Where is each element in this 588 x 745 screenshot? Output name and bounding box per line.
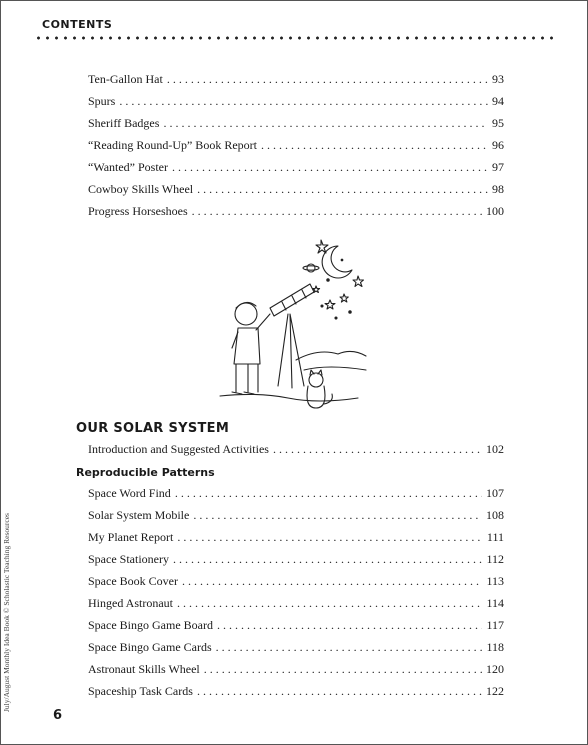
dot-leader — [217, 618, 482, 633]
toc-row[interactable] — [88, 94, 504, 116]
dot-leader — [167, 72, 488, 87]
toc-page: 94 — [492, 94, 504, 108]
toc-row[interactable] — [88, 442, 504, 464]
toc-title: Cowboy Skills Wheel — [88, 182, 194, 196]
toc-row[interactable] — [88, 684, 504, 706]
toc-page: 108 — [486, 508, 504, 522]
toc-row[interactable] — [88, 116, 504, 138]
toc-row[interactable] — [88, 662, 504, 684]
dot-leader — [177, 596, 482, 611]
telescope-icon — [270, 284, 314, 316]
toc-title: Ten-Gallon Hat — [88, 72, 163, 86]
dot-leader — [177, 530, 483, 545]
toc-title: Astronaut Skills Wheel — [88, 662, 200, 676]
dot-leader — [193, 508, 482, 523]
toc-page: 111 — [486, 530, 504, 544]
toc-row[interactable] — [88, 204, 504, 226]
toc-page: 98 — [492, 182, 504, 196]
toc-page: 117 — [486, 618, 504, 632]
dot-leader — [204, 662, 482, 677]
dotted-rule — [34, 36, 556, 40]
dot-leader — [163, 116, 488, 131]
page-header: CONTENTS — [42, 18, 113, 31]
toc-page: 118 — [486, 640, 504, 654]
toc-title: Spurs — [88, 94, 116, 108]
star-icon — [340, 294, 348, 302]
toc-row[interactable] — [88, 574, 504, 596]
toc-title: Solar System Mobile — [88, 508, 190, 522]
toc-row[interactable] — [88, 530, 504, 552]
toc-page: 95 — [492, 116, 504, 130]
toc-page: 113 — [486, 574, 504, 588]
toc-title: Space Word Find — [88, 486, 171, 500]
toc-row[interactable] — [88, 618, 504, 640]
toc-row[interactable] — [88, 182, 504, 204]
toc-row[interactable] — [88, 138, 504, 160]
subheading: Reproducible Patterns — [76, 466, 215, 479]
star-icon — [353, 276, 364, 287]
dot-leader — [216, 640, 483, 655]
toc-title: Introduction and Suggested Activities — [88, 442, 269, 456]
dot-leader — [197, 684, 482, 699]
moon-icon — [322, 246, 352, 278]
toc-page: 107 — [486, 486, 504, 500]
toc-title: Space Stationery — [88, 552, 169, 566]
toc-intro — [88, 442, 504, 464]
toc-page: 102 — [486, 442, 504, 456]
dot-leader — [261, 138, 488, 153]
toc-page: 97 — [492, 160, 504, 174]
toc-title: Spaceship Task Cards — [88, 684, 193, 698]
toc-title: “Wanted” Poster — [88, 160, 169, 174]
toc-row[interactable] — [88, 640, 504, 662]
toc-top — [88, 72, 504, 226]
dot-leader — [192, 204, 482, 219]
toc-row[interactable] — [88, 486, 504, 508]
page-number: 6 — [53, 708, 63, 723]
toc-row[interactable] — [88, 508, 504, 530]
toc-row[interactable] — [88, 160, 504, 182]
cat-icon — [309, 373, 323, 387]
dot-leader — [173, 552, 482, 567]
toc-title: Space Bingo Game Board — [88, 618, 213, 632]
toc-page: 114 — [486, 596, 504, 610]
child-with-telescope-illustration — [218, 236, 368, 418]
toc-row[interactable] — [88, 552, 504, 574]
section-title: OUR SOLAR SYSTEM — [76, 421, 230, 436]
side-credit: July/August Monthly Idea Book © Scholastic Teaching Resources — [2, 513, 11, 712]
toc-page: 120 — [486, 662, 504, 676]
toc-title: Progress Horseshoes — [88, 204, 188, 218]
dot-leader — [172, 160, 488, 175]
toc-title: Space Book Cover — [88, 574, 178, 588]
toc-title: Sheriff Badges — [88, 116, 160, 130]
toc-title: “Reading Round-Up” Book Report — [88, 138, 257, 152]
dot-leader — [119, 94, 488, 109]
toc-title: Hinged Astronaut — [88, 596, 173, 610]
toc-page: 122 — [486, 684, 504, 698]
toc-page: 100 — [486, 204, 504, 218]
toc-title: My Planet Report — [88, 530, 174, 544]
dot-leader — [175, 486, 482, 501]
toc-page: 96 — [492, 138, 504, 152]
dot-leader — [182, 574, 482, 589]
toc-row[interactable] — [88, 72, 504, 94]
toc-title: Space Bingo Game Cards — [88, 640, 212, 654]
toc-bottom — [88, 486, 504, 706]
dot-leader — [273, 442, 482, 457]
star-icon — [325, 300, 335, 309]
toc-page: 93 — [492, 72, 504, 86]
toc-page: 112 — [486, 552, 504, 566]
planet-icon — [307, 264, 315, 272]
dot-leader — [197, 182, 488, 197]
toc-row[interactable] — [88, 596, 504, 618]
